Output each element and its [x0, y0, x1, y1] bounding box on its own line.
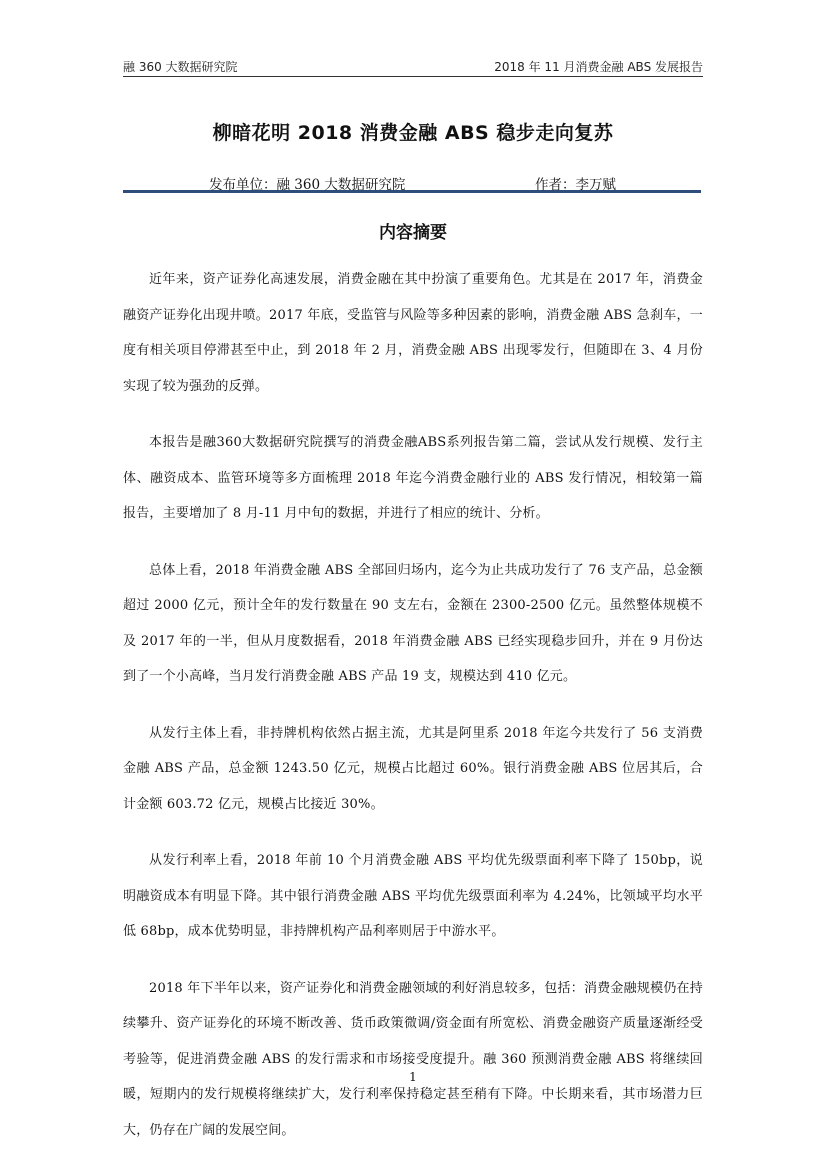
- header-report-title: 2018 年 11 月消费金融 ABS 发展报告: [494, 60, 703, 74]
- running-header: [123, 58, 703, 77]
- abstract-heading: 内容摘要: [379, 223, 447, 243]
- page-number: 1: [409, 1070, 417, 1084]
- paragraph: 从发行利率上看，2018 年前 10 个月消费金融 ABS 平均优先级票面利率下降了 150bp，说明融资成本有明显下降。其中银行消费金融 ABS 平均优先级票面利率为 4.24%，比领域平均水平低 68bp，成本优势明显，非持牌机构产品利率则居于中游水平。: [123, 853, 703, 939]
- paragraph: 本报告是融360大数据研究院撰写的消费金融ABS系列报告第二篇，尝试从发行规模、发行主体、融资成本、监管环境等多方面梳理 2018 年迄今消费金融行业的 ABS 发行情况，相较第一篇报告，主要增加了 8 月-11 月中旬的数据，并进行了相应的统计、分析。: [123, 435, 703, 521]
- paragraph: 总体上看，2018 年消费金融 ABS 全部回归场内，迄今为止共成功发行了 76 支产品，总金额超过 2000 亿元，预计全年的发行数量在 90 支左右，金额在 2300-2500 亿元。虽然整体规模不及 2017 年的一半，但从月度数据看，2018 年消费金融 ABS 已经实现稳步回升，并在 9 月份达到了一个小高峰，当月发行消费金融 ABS 产品 19 支，规模达到 410 亿元。: [123, 562, 703, 684]
- publication-meta: [123, 168, 701, 193]
- paragraph: 2018 年下半年以来，资产证券化和消费金融领域的利好消息较多，包括：消费金融规模仍在持续攀升、资产证券化的环境不断改善、货币政策微调/资金面有所宽松、消费金融资产质量逐渐经受考验等，促进消费金融 ABS 的发行需求和市场接受度提升。融 360 预测消费金融 ABS 将继续回暖，短期内的发行规模将继续扩大，发行利率保持稳定甚至稍有下降。中长期来看，其市场潜力巨大，仍存在广阔的发展空间。: [123, 980, 703, 1138]
- author-label: 作者：李万赋: [535, 177, 616, 193]
- header-organization: 融 360 大数据研究院: [123, 60, 238, 74]
- publisher-label: 发布单位：融 360 大数据研究院: [209, 177, 406, 193]
- paragraph: 从发行主体上看，非持牌机构依然占据主流，尤其是阿里系 2018 年迄今共发行了 56 支消费金融 ABS 产品，总金额 1243.50 亿元，规模占比超过 60%。银行消费金融 ABS 位居其后，合计金额 603.72 亿元，规模占比接近 30%。: [123, 725, 703, 812]
- abstract-body: [123, 262, 703, 1169]
- paragraph: 近年来，资产证券化高速发展，消费金融在其中扮演了重要角色。尤其是在 2017 年，消费金融资产证券化出现井喷。2017 年底，受监管与风险等多种因素的影响，消费金融 ABS 急刹车，一度有相关项目停滞甚至中止，到 2018 年 2 月，消费金融 ABS 出现零发行，但随即在 3、4 月份实现了较为强劲的反弹。: [123, 272, 703, 394]
- document-title: 柳暗花明 2018 消费金融 ABS 稳步走向复苏: [212, 122, 614, 144]
